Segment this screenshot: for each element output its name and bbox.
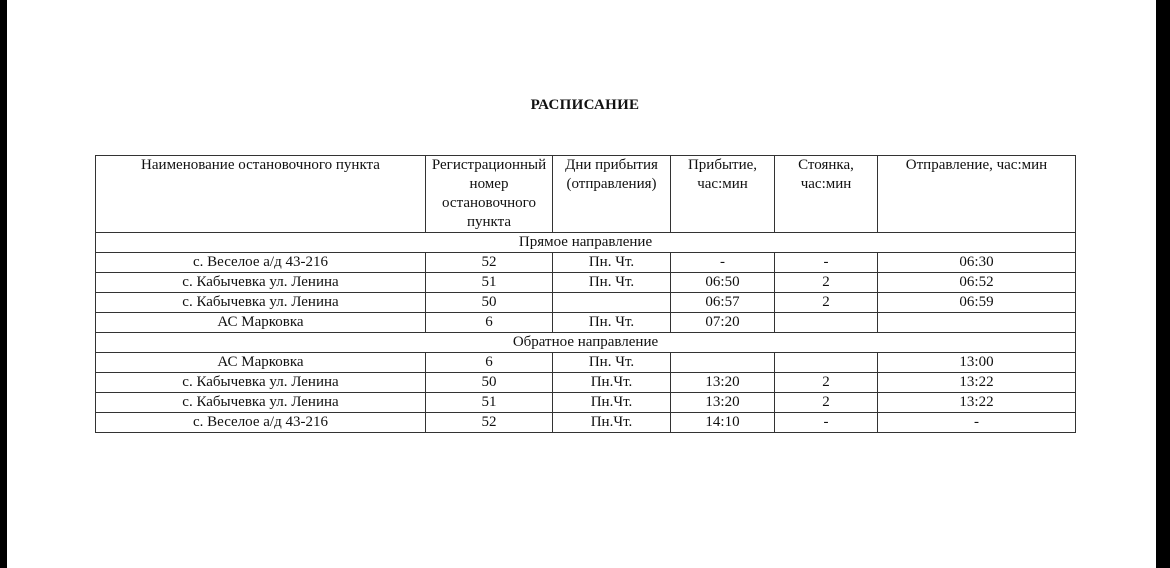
cell-stop-duration: - [775, 253, 878, 273]
cell-stop-name: АС Марковка [96, 313, 426, 333]
cell-reg-number: 50 [426, 293, 553, 313]
cell-days: Пн. Чт. [553, 273, 671, 293]
cell-departure: 06:59 [878, 293, 1076, 313]
table-row [96, 413, 1076, 433]
cell-stop-name: с. Кабычевка ул. Ленина [96, 373, 426, 393]
cell-days: Пн. Чт. [553, 313, 671, 333]
page-title: РАСПИСАНИЕ [530, 97, 640, 113]
cell-stop-duration: 2 [775, 293, 878, 313]
cell-stop-duration: 2 [775, 373, 878, 393]
section-label: Обратное направление [96, 333, 1076, 353]
header-stop-name: Наименование остановочного пункта [96, 156, 426, 233]
cell-days: Пн. Чт. [553, 353, 671, 373]
cell-stop-name: с. Кабычевка ул. Ленина [96, 273, 426, 293]
cell-departure: 06:52 [878, 273, 1076, 293]
table-row [96, 353, 1076, 373]
section-row-backward [96, 333, 1076, 353]
cell-arrival: 06:57 [671, 293, 775, 313]
section-label: Прямое направление [96, 233, 1076, 253]
cell-stop-duration [775, 353, 878, 373]
cell-days: Пн.Чт. [553, 373, 671, 393]
cell-departure [878, 313, 1076, 333]
cell-stop-duration: - [775, 413, 878, 433]
cell-days [553, 293, 671, 313]
cell-arrival: 14:10 [671, 413, 775, 433]
cell-days: Пн. Чт. [553, 253, 671, 273]
cell-days: Пн.Чт. [553, 413, 671, 433]
cell-stop-name: с. Веселое а/д 43-216 [96, 413, 426, 433]
header-days: Дни прибытия (отправления) [553, 156, 671, 233]
cell-departure: 13:22 [878, 393, 1076, 413]
cell-reg-number: 52 [426, 413, 553, 433]
table-row [96, 393, 1076, 413]
cell-stop-name: с. Веселое а/д 43-216 [96, 253, 426, 273]
table-row [96, 253, 1076, 273]
cell-days: Пн.Чт. [553, 393, 671, 413]
cell-reg-number: 50 [426, 373, 553, 393]
cell-reg-number: 52 [426, 253, 553, 273]
cell-arrival [671, 353, 775, 373]
cell-reg-number: 51 [426, 273, 553, 293]
header-stop-duration: Стоянка, час:мин [775, 156, 878, 233]
cell-arrival: 07:20 [671, 313, 775, 333]
cell-reg-number: 6 [426, 313, 553, 333]
table-row [96, 273, 1076, 293]
cell-stop-duration [775, 313, 878, 333]
cell-stop-duration: 2 [775, 393, 878, 413]
cell-reg-number: 6 [426, 353, 553, 373]
schedule-table [95, 155, 1076, 433]
document-page [7, 0, 1156, 568]
cell-arrival: 13:20 [671, 393, 775, 413]
header-reg-number: Регистрационный номер остановочного пункта [426, 156, 553, 233]
cell-stop-name: с. Кабычевка ул. Ленина [96, 293, 426, 313]
cell-departure: 13:22 [878, 373, 1076, 393]
table-row [96, 293, 1076, 313]
cell-departure: - [878, 413, 1076, 433]
header-arrival: Прибытие, час:мин [671, 156, 775, 233]
cell-arrival: 06:50 [671, 273, 775, 293]
cell-arrival: - [671, 253, 775, 273]
cell-departure: 13:00 [878, 353, 1076, 373]
cell-departure: 06:30 [878, 253, 1076, 273]
cell-stop-name: с. Кабычевка ул. Ленина [96, 393, 426, 413]
table-header-row [96, 156, 1076, 233]
cell-stop-name: АС Марковка [96, 353, 426, 373]
section-row-forward [96, 233, 1076, 253]
table-row [96, 373, 1076, 393]
header-departure: Отправление, час:мин [878, 156, 1076, 233]
cell-stop-duration: 2 [775, 273, 878, 293]
table-row [96, 313, 1076, 333]
cell-arrival: 13:20 [671, 373, 775, 393]
cell-reg-number: 51 [426, 393, 553, 413]
